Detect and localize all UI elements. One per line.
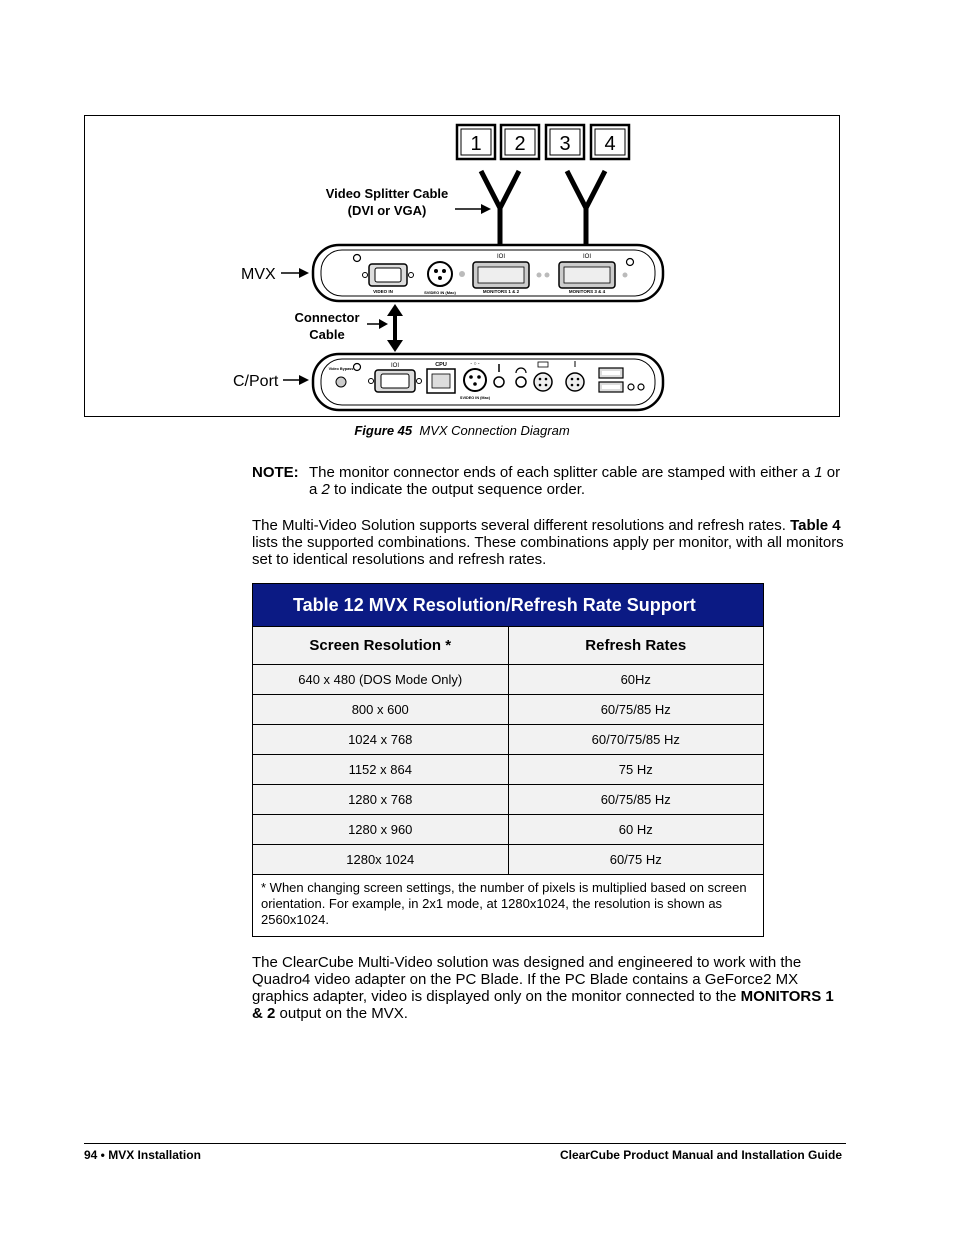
connector-label-line2: Cable — [309, 327, 345, 342]
arrow-right-icon — [455, 204, 491, 214]
mvx-svideo-label: SVIDEO IN (Mac) — [424, 290, 456, 295]
splitter-label-line1: Video Splitter Cable — [325, 186, 449, 201]
arrow-right-icon — [281, 268, 309, 278]
arrow-right-icon — [367, 319, 388, 329]
cport-cpu-label: CPU — [435, 362, 447, 368]
figure-frame — [84, 115, 840, 417]
table-cell: 1024 x 768 — [253, 725, 509, 755]
table-row — [253, 755, 764, 785]
footer-book-title: ClearCube Product Manual and Installation Guide — [559, 1148, 842, 1162]
svideo-port-icon — [428, 262, 452, 286]
arrow-right-icon — [283, 375, 309, 385]
table-cell: 75 Hz — [508, 755, 764, 785]
adapter-paragraph: The ClearCube Multi-Video solution was designed and engineered to work with the Quadro4 video adapter on the PC Blade. If the PC Blade contains a GeForce2 MX graphics adapter, video is displayed only on the monitor connected to the MONITORS 1 & 2 output on the MVX. — [252, 954, 834, 1022]
mvx-monitors34-label: MONITORS 3 & 4 — [568, 289, 606, 294]
mvx-label: MVX — [241, 266, 276, 283]
note-label: NOTE: — [252, 464, 299, 481]
svg-text:IOI: IOI — [496, 254, 506, 260]
table-cell: 60/75 Hz — [508, 845, 764, 875]
cport-svideo-label: SVIDEO IN (Mac) — [459, 396, 491, 400]
note-text: The monitor connector ends of each splitter cable are stamped with either a 1 or a 2 to indicate the output sequence order. — [309, 464, 841, 498]
table-cell: 1280 x 768 — [253, 785, 509, 815]
table-cell: 640 x 480 (DOS Mode Only) — [253, 665, 509, 695]
table-footnote: * When changing screen settings, the number of pixels is multiplied based on screen orientation. For example, in 2x1 mode, at 1280x1024, the resolution is shown as 2560x1024. — [253, 875, 764, 937]
table-cell: 800 x 600 — [253, 695, 509, 725]
cport-video-bypass-label: Video Bypass — [328, 367, 354, 371]
footer-divider — [84, 1143, 846, 1144]
ethernet-port-icon — [427, 369, 455, 393]
table-cell: 1280x 1024 — [253, 845, 509, 875]
splitter-label-line2: (DVI or VGA) — [347, 203, 427, 218]
splitter-cable-2-icon — [567, 171, 605, 244]
svg-text:IOI: IOI — [390, 363, 400, 369]
table-row — [253, 695, 764, 725]
table-row — [253, 815, 764, 845]
figure-caption-label: Figure 45 — [354, 423, 413, 438]
table-row — [253, 845, 764, 875]
monitor-2-label: 2 — [514, 133, 526, 155]
table-cell: 60Hz — [508, 665, 764, 695]
table-row — [253, 665, 764, 695]
table-cell: 60/75/85 Hz — [508, 785, 764, 815]
column-header-refresh: Refresh Rates — [508, 627, 764, 665]
mvx-monitors12-label: MONITORS 1 & 2 — [482, 289, 520, 294]
mvx-device — [313, 245, 663, 301]
monitor-3-icon — [546, 125, 584, 159]
table-reference-link: Table 4 — [790, 517, 841, 534]
monitor-3-label: 3 — [559, 133, 571, 155]
intro-paragraph: The Multi-Video Solution supports several different resolutions and refresh rates. Table 4 lists the supported combinations. These combinations apply per monitor, with all monitors set to identical resolutions and refresh rates. — [252, 517, 844, 568]
monitor-4-icon — [591, 125, 629, 159]
table-cell: 60/70/75/85 Hz — [508, 725, 764, 755]
connector-label-line1: Connector — [294, 310, 360, 325]
svg-text:IOI: IOI — [582, 254, 592, 260]
table-cell: 60/75/85 Hz — [508, 695, 764, 725]
double-arrow-icon — [387, 304, 403, 352]
monitor-1-icon — [457, 125, 495, 159]
cport-label: C/Port — [233, 373, 279, 390]
figure-caption — [0, 423, 924, 438]
cport-device — [313, 354, 663, 410]
table-title: Table 12 MVX Resolution/Refresh Rate Support — [253, 584, 764, 627]
monitor-2-icon — [501, 125, 539, 159]
figure-caption-text: MVX Connection Diagram — [419, 423, 570, 438]
table-row — [253, 785, 764, 815]
mvx-connection-diagram — [85, 116, 840, 417]
resolution-table — [252, 583, 764, 937]
table-cell: 60 Hz — [508, 815, 764, 845]
table-cell: 1280 x 960 — [253, 815, 509, 845]
table-row — [253, 725, 764, 755]
mvx-video-in-label: VIDEO IN — [373, 289, 393, 294]
svg-text:- ○ -: - ○ - — [470, 361, 480, 367]
table-cell: 1152 x 864 — [253, 755, 509, 785]
footer-page-section: 94 • MVX Installation — [84, 1148, 201, 1162]
vga-port-icon — [363, 264, 414, 286]
monitor-1-label: 1 — [470, 133, 482, 155]
monitor-4-label: 4 — [604, 133, 616, 155]
note-block — [252, 464, 842, 498]
column-header-resolution: Screen Resolution * — [253, 627, 509, 665]
